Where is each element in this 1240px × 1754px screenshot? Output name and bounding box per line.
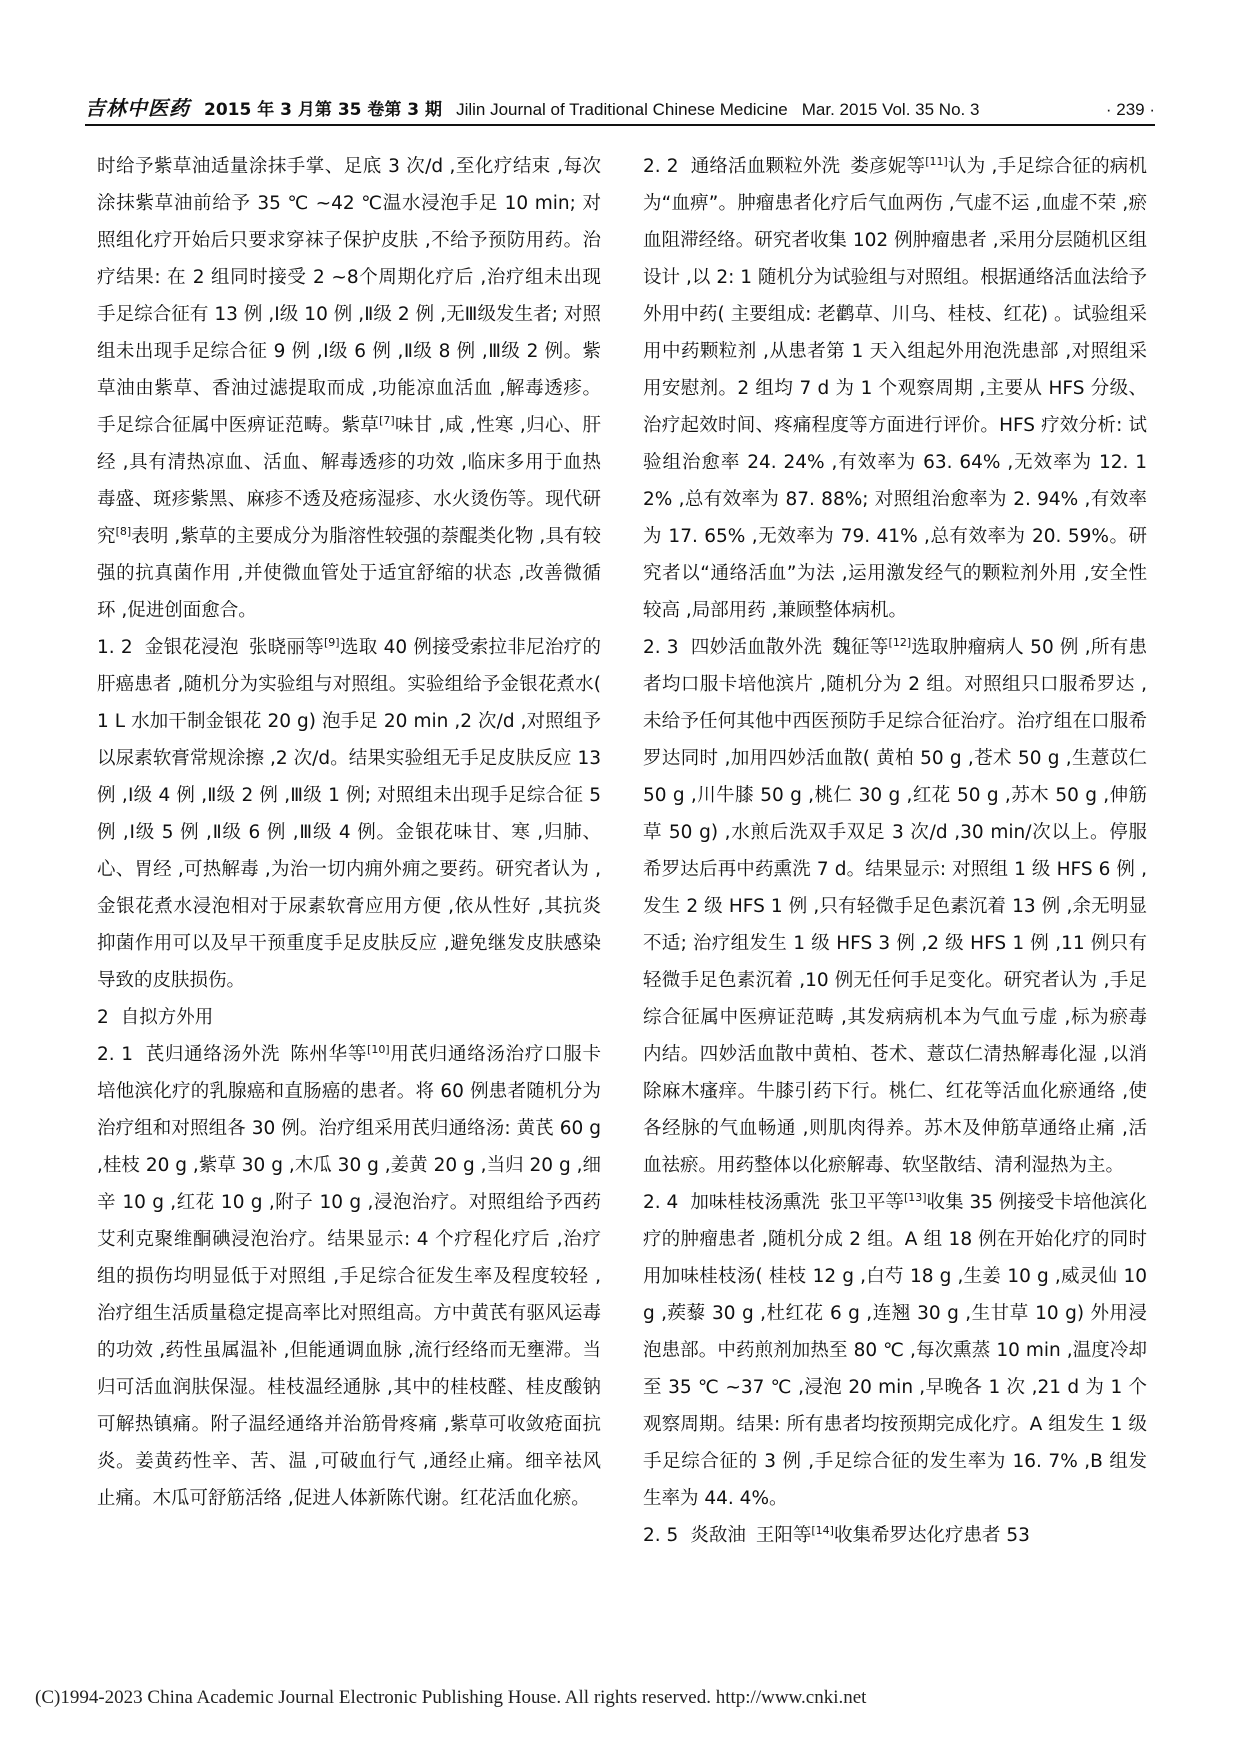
section-number: 2 [97,1007,109,1028]
ref-8: [8] [115,524,132,538]
section-author: 陈州华等 [290,1044,368,1065]
section-2-1: 2. 1 芪归通络汤外洗 陈州华等[10]用芪归通络汤治疗口服卡培他滨化疗的乳腺癌和直肠癌的患者。将 60 例患者随机分为治疗组和对照组各 30 例。治疗组采用芪归通络汤: 黄芪 60 g ,桂枝 20 g ,紫草 30 g ,木瓜 30 g ,姜黄 20 g ,当归 20 g ,细辛 10 g ,红花 10 g ,附子 10 g ,浸泡治疗。对照组给予西药艾利克聚维酮碘浸泡治疗。结果显示: 4 个疗程化疗后 ,治疗组的损伤均明显低于对照组 ,手足综合征发生率及程度较轻 ,治疗组生活质量稳定提高率比对照组高。方中黄芪有驱风运毒的功效 ,药性虽属温补 ,但能通调血脉 ,流行经络而无壅滞。当归可活血润肤保湿。桂枝温经通脉 ,其中的桂枝醛、桂皮酸钠可解热镇痛。附子温经通络并治筋骨疼痛 ,紫草可收敛疮面抗炎。姜黄药性辛、苦、温 ,可破血行气 ,通经止痛。细辛祛风止痛。木瓜可舒筋活络 ,促进人体新陈代谢。红花活血化瘀。 [97,1042,601,1509]
ref-12: [12] [888,635,912,649]
section-author: 张卫平等 [829,1192,904,1213]
ref-10: [10] [367,1042,390,1056]
section-title: 四妙活血散外洗 [690,637,823,658]
journal-title-en: Jilin Journal of Traditional Chinese Medicine [456,100,788,119]
section-2-heading [97,999,601,1036]
section-2-3: 2. 3 四妙活血散外洗 魏征等[12]选取肿瘤病人 50 例 ,所有患者均口服卡培他滨片 ,随机分为 2 组。对照组只口服希罗达 ,未给予任何其他中西医预防手足综合征治疗。治疗组在口服希罗达同时 ,加用四妙活血散( 黄柏 50 g ,苍术 50 g ,生薏苡仁 50 g ,川牛膝 50 g ,桃仁 30 g ,红花 50 g ,苏木 50 g ,伸筋草 50 g) ,水煎后洗双手双足 3 次/d ,30 min/次以上。停服希罗达后再中药熏洗 7 d。结果显示: 对照组 1 级 HFS 6 例 ,发生 2 级 HFS 1 例 ,只有轻微手足色素沉着 13 例 ,余无明显不适; 治疗组发生 1 级 HFS 3 例 ,2 级 HFS 1 例 ,11 例只有轻微手足色素沉着 ,10 例无任何手足变化。研究者认为 ,手足综合征属中医痹证范畴 ,其发病病机本为气血亏虚 ,标为瘀毒内结。四妙活血散中黄柏、苍术、薏苡仁清热解毒化湿 ,以消除麻木瘙痒。牛膝引药下行。桃仁、红花等活血化瘀通络 ,使各经脉的气血畅通 ,则肌肉得养。苏木及伸筋草通络止痛 ,活血祛瘀。用药整体以化瘀解毒、软坚散结、清利湿热为主。 [643,635,1147,1176]
section-1-2: 1. 2 金银花浸泡 张晓丽等[9]选取 40 例接受索拉非尼治疗的肝癌患者 ,随机分为实验组与对照组。实验组给予金银花煮水( 1 L 水加干制金银花 20 g) 泡手足 20 min ,2 次/d ,对照组予以尿素软膏常规涂擦 ,2 次/d。结果实验组无手足皮肤反应 13 例 ,Ⅰ级 4 例 ,Ⅱ级 2 例 ,Ⅲ级 1 例; 对照组未出现手足综合征 5 例 ,Ⅰ级 5 例 ,Ⅱ级 6 例 ,Ⅲ级 4 例。金银花味甘、寒 ,归肺、心、胃经 ,可热解毒 ,为治一切内痈外痈之要药。研究者认为 ,金银花煮水浸泡相对于尿素软膏应用方便 ,依从性好 ,其抗炎抑菌作用可以及早干预重度手足皮肤反应 ,避免继发皮肤感染导致的皮肤损伤。 [97,635,601,991]
paragraph-zicao: 时给予紫草油适量涂抹手掌、足底 3 次/d ,至化疗结束 ,每次涂抹紫草油前给予 35 ℃ ~42 ℃温水浸泡手足 10 min; 对照组化疗开始后只要求穿袜子保护皮肤 ,不给予预防用药。治疗结果: 在 2 组同时接受 2 ~8个周期化疗后 ,治疗组未出现手足综合征有 13 例 ,Ⅰ级 10 例 ,Ⅱ级 2 例 ,无Ⅲ级发生者; 对照组未出现手足综合征 9 例 ,Ⅰ级 6 例 ,Ⅱ级 8 例 ,Ⅲ级 2 例。紫草油由紫草、香油过滤提取而成 ,功能凉血活血 ,解毒透疹。手足综合征属中医痹证范畴。紫草[7]味甘 ,咸 ,性寒 ,归心、肝经 ,具有清热凉血、活血、解毒透疹的功效 ,临床多用于血热毒盛、斑疹紫黑、麻疹不透及疮疡湿疹、水火烫伤等。现代研究[8]表明 ,紫草的主要成分为脂溶性较强的萘醌类化物 ,具有较强的抗真菌作用 ,并使微血管处于适宜舒缩的状态 ,改善微循环 ,促进创面愈合。 [97,156,601,621]
section-2-2: 2. 2 通络活血颗粒外洗 娄彦妮等[11]认为 ,手足综合征的病机为“血痹”。肿瘤患者化疗后气血两伤 ,气虚不运 ,血虚不荣 ,瘀血阻滞经络。研究者收集 102 例肿瘤患者 ,采用分层随机区组设计 ,以 2: 1 随机分为试验组与对照组。根据通络活血法给予外用中药( 主要组成: 老鹳草、川乌、桂枝、红花) 。试验组采用中药颗粒剂 ,从患者第 1 天入组起外用泡洗患部 ,对照组采用安慰剂。2 组均 7 d 为 1 个观察周期 ,主要从 HFS 分级、治疗起效时间、疼痛程度等方面进行评价。HFS 疗效分析: 试验组治愈率 24. 24% ,有效率为 63. 64% ,无效率为 12. 12% ,总有效率为 87. 88%; 对照组治愈率为 2. 94% ,有效率为 17. 65% ,无效率为 79. 41% ,总有效率为 20. 59%。研究者以“通络活血”为法 ,运用激发经气的颗粒剂外用 ,安全性较高 ,局部用药 ,兼顾整体病机。 [643,154,1147,621]
section-author: 娄彦妮等 [850,156,926,177]
issue-cn: 2015 年 3 月第 35 卷第 3 期 [204,100,443,120]
section-2-5: 2. 5 炎敌油 王阳等[14]收集希罗达化疗患者 53 [643,1523,1030,1546]
section-title: 金银花浸泡 [144,637,239,658]
section-number: 1. 2 [97,637,133,658]
page-number: · 239 · [1105,100,1155,119]
section-title: 炎敌油 [690,1525,746,1546]
section-number: 2. 5 [643,1525,679,1546]
section-title: 芪归通络汤外洗 [145,1044,281,1065]
journal-logo: 吉林中医药 [85,96,190,120]
ref-7: [7] [379,413,395,427]
section-number: 2. 3 [643,637,679,658]
section-title: 自拟方外用 [120,1007,214,1028]
section-title: 通络活血颗粒外洗 [690,156,841,177]
ref-9: [9] [324,635,340,649]
ref-13: [13] [903,1190,927,1204]
section-title: 加味桂枝汤熏洗 [690,1192,820,1213]
copyright-footer: (C)1994-2023 China Academic Journal Electronic Publishing House. All rights reserved. http://www.cnki.net [35,1687,867,1708]
section-number: 2. 4 [643,1192,679,1213]
ref-14: [14] [811,1523,834,1537]
section-2-4: 2. 4 加味桂枝汤熏洗 张卫平等[13]收集 35 例接受卡培他滨化疗的肿瘤患者 ,随机分成 2 组。A 组 18 例在开始化疗的同时用加味桂枝汤( 桂枝 12 g ,白芍 18 g ,生姜 10 g ,威灵仙 10 g ,蒺藜 30 g ,杜红花 6 g ,连翘 30 g ,生甘草 10 g) 外用浸泡患部。中药煎剂加热至 80 ℃ ,每次熏蒸 10 min ,温度冷却至 35 ℃ ~37 ℃ ,浸泡 20 min ,早晚各 1 次 ,21 d 为 1 个观察周期。结果: 所有患者均按预期完成化疗。A 组发生 1 级手足综合征的 3 例 ,手足综合征的发生率为 16. 7% ,B 组发生率为 44. 4%。 [643,1190,1147,1509]
section-author: 王阳等 [755,1525,812,1546]
section-author: 张晓丽等 [248,637,325,658]
section-number: 2. 2 [643,156,679,177]
left-column [97,148,601,1517]
right-column [643,148,1147,1554]
ref-11: [11] [925,154,948,168]
issue-en: Mar. 2015 Vol. 35 No. 3 [801,100,980,119]
section-number: 2. 1 [97,1044,134,1065]
header-rule [85,124,1155,126]
running-header [85,92,1155,122]
section-author: 魏征等 [832,637,889,658]
